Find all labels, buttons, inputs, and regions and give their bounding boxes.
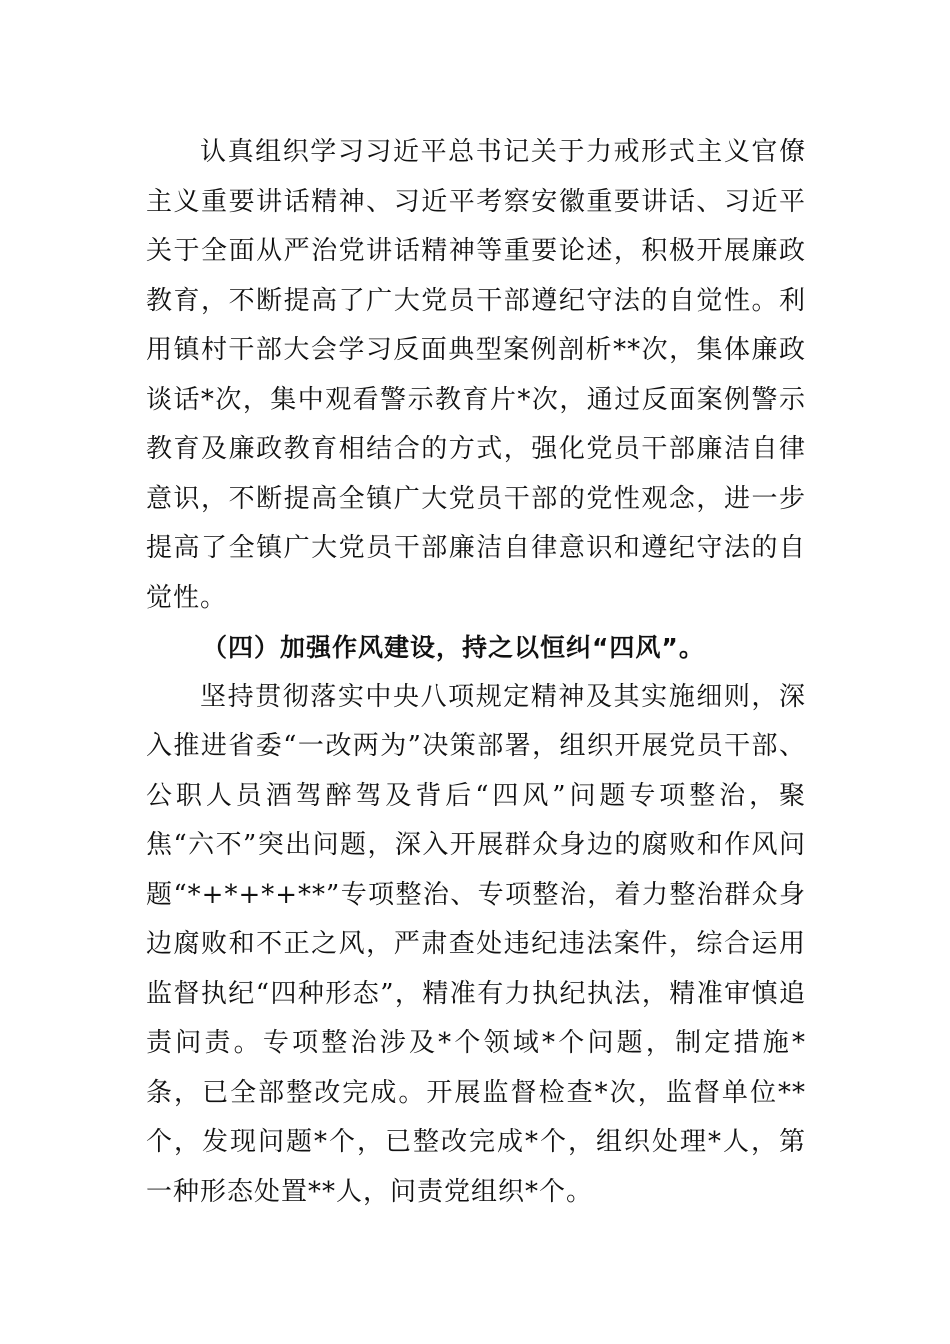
- section-heading-4: （四）加强作风建设，持之以恒纠“四风”。: [202, 633, 705, 662]
- paragraph-work-style: 坚持贯彻落实中央八项规定精神及其实施细则，深入推进省委“一改两为”决策部署，组织开展党员干部、公职人员酒驾醉驾及背后“四风”问题专项整治，聚焦“六不”突出问题，深入开展群众身边的腐败和作风问题“*+*+*+**”专项整治、专项整治，着力整治群众身边腐败和不正之风，严肃查处违纪违法案件，综合运用监督执纪“四种形态”，精准有力执纪执法，精准审慎追责问责。专项整治涉及*个领域*个问题，制定措施*条，已全部整改完成。开展监督检查*次，监督单位**个，发现问题*个，已整改完成*个，组织处理*人，第一种形态处置**人，问责党组织*个。: [146, 681, 806, 1207]
- document-body: [146, 128, 806, 1217]
- paragraph-discipline-education: 认真组织学习习近平总书记关于力戒形式主义官僚主义重要讲话精神、习近平考察安徽重要讲话、习近平关于全面从严治党讲话精神等重要论述，积极开展廉政教育，不断提高了广大党员干部遵纪守法的自觉性。利用镇村干部大会学习反面典型案例剖析**次，集体廉政谈话*次，集中观看警示教育片*次，通过反面案例警示教育及廉政教育相结合的方式，强化党员干部廉洁自律意识，不断提高全镇广大党员干部的党性观念，进一步提高了全镇广大党员干部廉洁自律意识和遵纪守法的自觉性。: [146, 137, 806, 613]
